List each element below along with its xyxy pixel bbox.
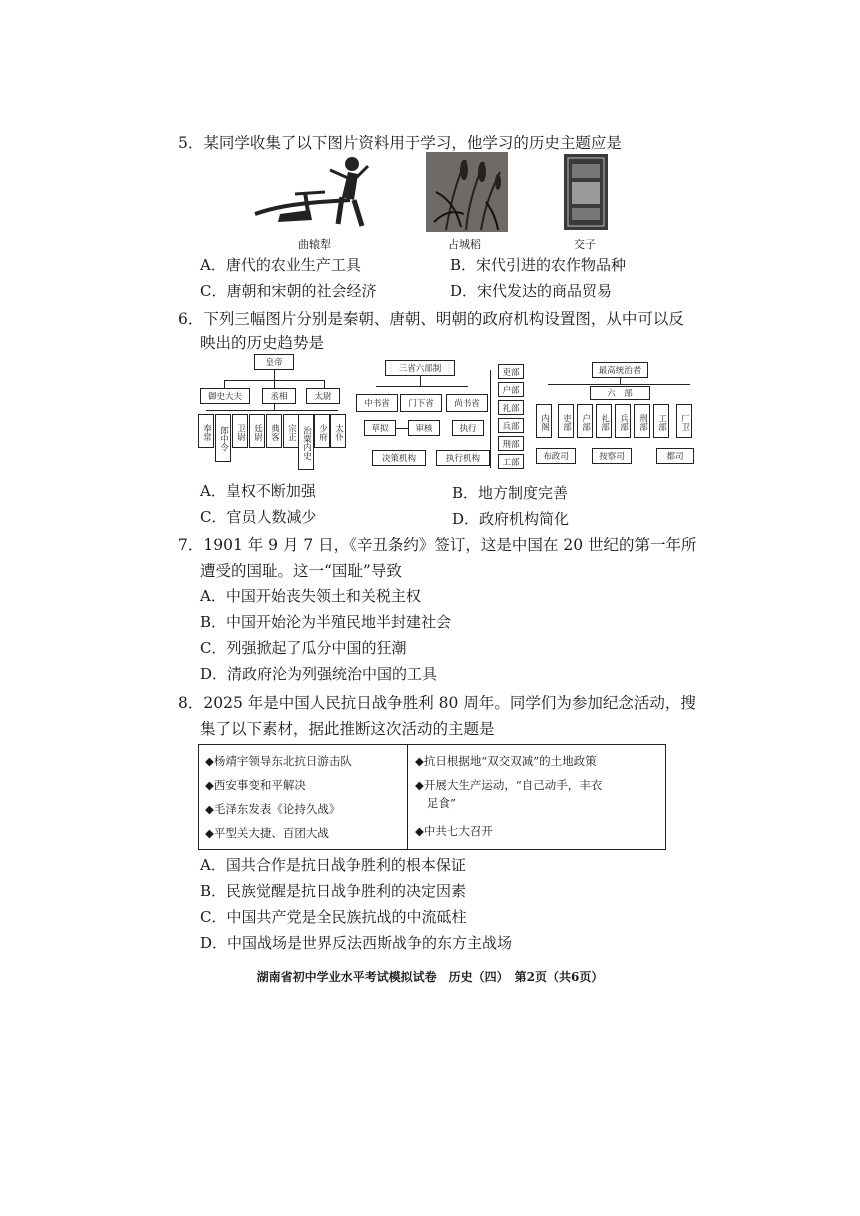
ming-ministry-4: 兵部	[615, 404, 631, 438]
curved-plow-image	[250, 152, 375, 230]
q8-stem-line1: 8．2025 年是中国人民抗日战争胜利 80 周年。同学们为参加纪念活动，搜	[178, 694, 696, 712]
q6-option-c[interactable]: C．官员人数减少	[200, 508, 317, 526]
qin-min-9: 太仆	[330, 414, 346, 448]
tang-execute: 执行	[452, 420, 484, 436]
tang-exec-body: 执行机构	[436, 450, 490, 466]
tang-ministry-2: 户部	[498, 382, 524, 397]
q7-stem-line2: 遭受的国耻。这一“国耻”导致	[200, 562, 402, 580]
q8-material-left-2: ◆西安事变和平解决	[205, 778, 306, 792]
ming-ministry-2: 户部	[577, 404, 593, 438]
q6-option-d[interactable]: D．政府机构简化	[452, 510, 570, 528]
q8-material-right-2-cont: 足食”	[427, 796, 456, 810]
q5-option-c[interactable]: C．唐朝和宋朝的社会经济	[200, 282, 377, 300]
q5-stem: 5．某同学收集了以下图片资料用于学习，他学习的历史主题应是	[178, 134, 622, 152]
q8-material-left-4: ◆平型关大捷、百团大战	[205, 826, 329, 840]
ming-military: 都司	[656, 448, 694, 464]
tang-ministry-5: 刑部	[498, 436, 524, 451]
qin-min-4: 廷尉	[249, 414, 265, 448]
q6-option-a[interactable]: A．皇权不断加强	[200, 482, 316, 500]
tang-ministry-4: 兵部	[498, 418, 524, 433]
tang-zhongshu: 中书省	[356, 394, 398, 412]
q8-option-d[interactable]: D．中国战场是世界反法西斯战争的东方主战场	[200, 934, 513, 952]
ming-ruler: 最高统治者	[592, 362, 648, 378]
tang-draft: 草拟	[364, 420, 396, 436]
qin-min-2: 郎中令	[215, 414, 231, 462]
caption-rice: 占城稻	[448, 238, 481, 251]
qin-emperor: 皇帝	[254, 354, 294, 370]
q8-material-right-1: ◆抗日根据地“双交双减”的土地政策	[415, 754, 597, 768]
qin-censor: 御史大夫	[200, 388, 250, 404]
q8-material-right-2: ◆开展大生产运动，“自己动手，丰衣	[415, 778, 603, 792]
tang-ministry-1: 吏部	[498, 364, 524, 379]
ming-grand-secretariat: 内阁	[536, 404, 552, 438]
tang-decision-body: 决策机构	[372, 450, 426, 466]
ming-ministry-1: 吏部	[558, 404, 574, 438]
q8-stem-line2: 集了以下素材，据此推断这次活动的主题是	[200, 720, 495, 738]
q7-option-d[interactable]: D．清政府沦为列强统治中国的工具	[200, 665, 438, 683]
q5-option-b[interactable]: B．宋代引进的农作物品种	[450, 256, 627, 274]
qin-min-6: 宗正	[283, 414, 299, 448]
q8-option-c[interactable]: C．中国共产党是全民族抗战的中流砥柱	[200, 908, 467, 926]
q8-option-a[interactable]: A．国共合作是抗日战争胜利的根本保证	[200, 856, 466, 874]
q6-option-b[interactable]: B．地方制度完善	[452, 484, 569, 502]
ming-ministry-6: 工部	[653, 404, 669, 438]
qin-chancellor: 丞相	[262, 388, 296, 404]
tang-ministry-3: 礼部	[498, 400, 524, 415]
tang-shangshu: 尚书省	[446, 394, 488, 412]
ming-ministry-3: 礼部	[596, 404, 612, 438]
q6-stem-line1: 6．下列三幅图片分别是秦朝、唐朝、明朝的政府机构设置图，从中可以反	[178, 310, 684, 328]
tang-review: 审核	[408, 420, 440, 436]
q7-option-a[interactable]: A．中国开始丧失领土和关税主权	[200, 587, 421, 605]
q7-option-c[interactable]: C．列强掀起了瓜分中国的狂潮	[200, 639, 407, 657]
q8-material-right-3: ◆中共七大召开	[415, 824, 493, 838]
qin-min-7: 治粟内史	[298, 414, 314, 470]
q7-stem-line1: 7．1901 年 9 月 7 日，《辛丑条约》签订，这是中国在 20 世纪的第一年所	[178, 536, 697, 554]
q5-option-d[interactable]: D．宋代发达的商品贸易	[450, 282, 613, 300]
q8-option-b[interactable]: B．民族觉醒是抗日战争胜利的决定因素	[200, 882, 467, 900]
q8-materials-box	[198, 744, 666, 850]
qin-commandant: 太尉	[306, 388, 340, 404]
qin-min-3: 卫尉	[232, 414, 248, 448]
q7-option-b[interactable]: B．中国开始沦为半殖民地半封建社会	[200, 613, 452, 631]
ming-admin-commission: 布政司	[536, 448, 576, 464]
jiaozi-image	[564, 154, 608, 230]
champa-rice-image	[426, 152, 508, 232]
ming-surveillance: 按察司	[592, 448, 632, 464]
tang-ministry-6: 工部	[498, 454, 524, 469]
ming-ministry-5: 刑部	[634, 404, 650, 438]
tang-title: 三省六部制	[385, 360, 455, 376]
qin-min-1: 奉常	[198, 414, 214, 448]
q8-material-left-1: ◆杨靖宇领导东北抗日游击队	[205, 754, 352, 768]
caption-plow: 曲辕犁	[298, 238, 331, 251]
qin-min-5: 典客	[266, 414, 282, 448]
q8-material-left-3: ◆毛泽东发表《论持久战》	[205, 802, 341, 816]
q5-option-a[interactable]: A．唐代的农业生产工具	[200, 256, 361, 274]
page-footer: 湖南省初中学业水平考试模拟试卷 历史（四） 第2页（共6页）	[256, 970, 604, 984]
q6-stem-line2: 映出的历史趋势是	[200, 334, 325, 352]
caption-jiaozi: 交子	[574, 238, 596, 251]
ming-guards: 厂卫	[676, 404, 692, 438]
qin-min-8: 少府	[314, 414, 330, 448]
ming-six-ministries: 六 部	[590, 386, 650, 400]
tang-menxia: 门下省	[400, 394, 442, 412]
